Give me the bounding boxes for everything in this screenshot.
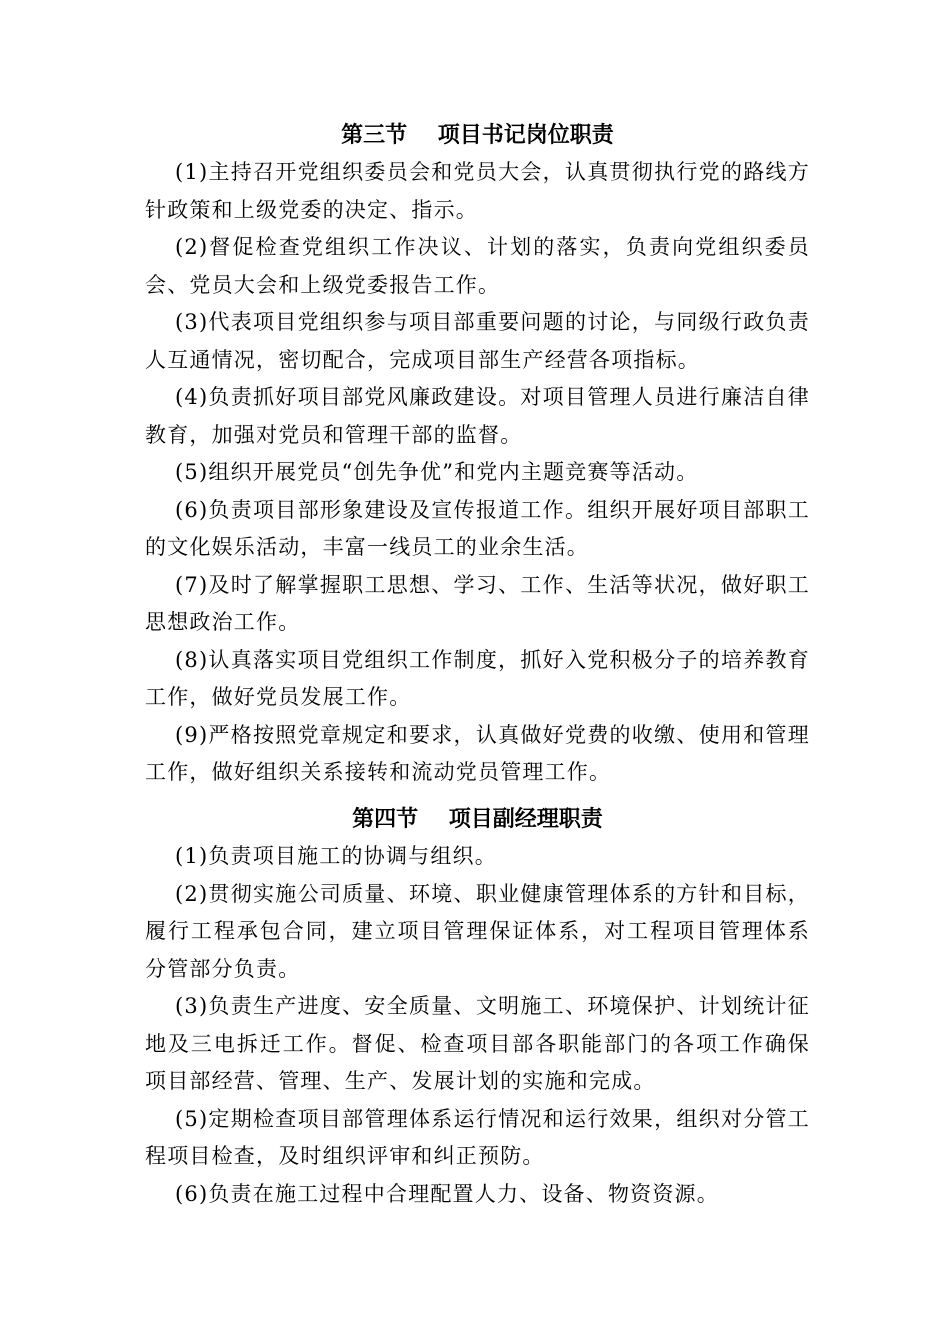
duty-item: (7)及时了解掌握职工思想、学习、工作、生活等状况，做好职工思想政治工作。 (145, 572, 810, 634)
section-heading: 第四节 项目副经理职责 (352, 806, 603, 832)
duty-item: (3)负责生产进度、安全质量、文明施工、环境保护、计划统计征地及三电拆迁工作。督促、检查项目部各职能部门的各项工作确保项目部经营、管理、生产、发展计划的实施和完成。 (145, 994, 810, 1093)
duty-item: (8)认真落实项目党组织工作制度，抓好入党积极分子的培养教育工作，做好党员发展工作。 (145, 647, 810, 709)
duty-item: (1)负责项目施工的协调与组织。 (175, 844, 497, 868)
duty-item: (2)督促检查党组织工作决议、计划的落实，负责向党组织委员会、党员大会和上级党委报告工作。 (145, 235, 810, 297)
duty-item: (6)负责在施工过程中合理配置人力、设备、物资资源。 (175, 1181, 719, 1206)
section-heading: 第三节 项目书记岗位职责 (341, 122, 614, 148)
section-deputy-manager-duties (145, 800, 810, 1213)
duty-item: (5)组织开展党员“创先争优”和党内主题竞赛等活动。 (175, 460, 699, 484)
duty-item: (5)定期检查项目部管理体系运行情况和运行效果，组织对分管工程项目检查，及时组织评审和纠正预防。 (145, 1106, 810, 1168)
duty-item: (3)代表项目党组织参与项目部重要问题的讨论，与同级行政负责人互通情况，密切配合，完成项目部生产经营各项指标。 (145, 310, 810, 372)
duty-item: (2)贯彻实施公司质量、环境、职业健康管理体系的方针和目标，履行工程承包合同，建立项目管理保证体系，对工程项目管理体系分管部分负责。 (145, 881, 810, 981)
duty-item: (4)负责抓好项目部党风廉政建设。对项目管理人员进行廉洁自律教育，加强对党员和管理干部的监督。 (145, 385, 810, 447)
section-party-secretary-duties (145, 116, 810, 792)
duty-item: (9)严格按照党章规定和要求，认真做好党费的收缴、使用和管理工作，做好组织关系接转和流动党员管理工作。 (145, 722, 810, 784)
duty-item: (6)负责项目部形象建设及宣传报道工作。组织开展好项目部职工的文化娱乐活动，丰富一线员工的业余生活。 (145, 497, 810, 559)
duty-item: (1)主持召开党组织委员会和党员大会，认真贯彻执行党的路线方针政策和上级党委的决定、指示。 (145, 160, 810, 222)
